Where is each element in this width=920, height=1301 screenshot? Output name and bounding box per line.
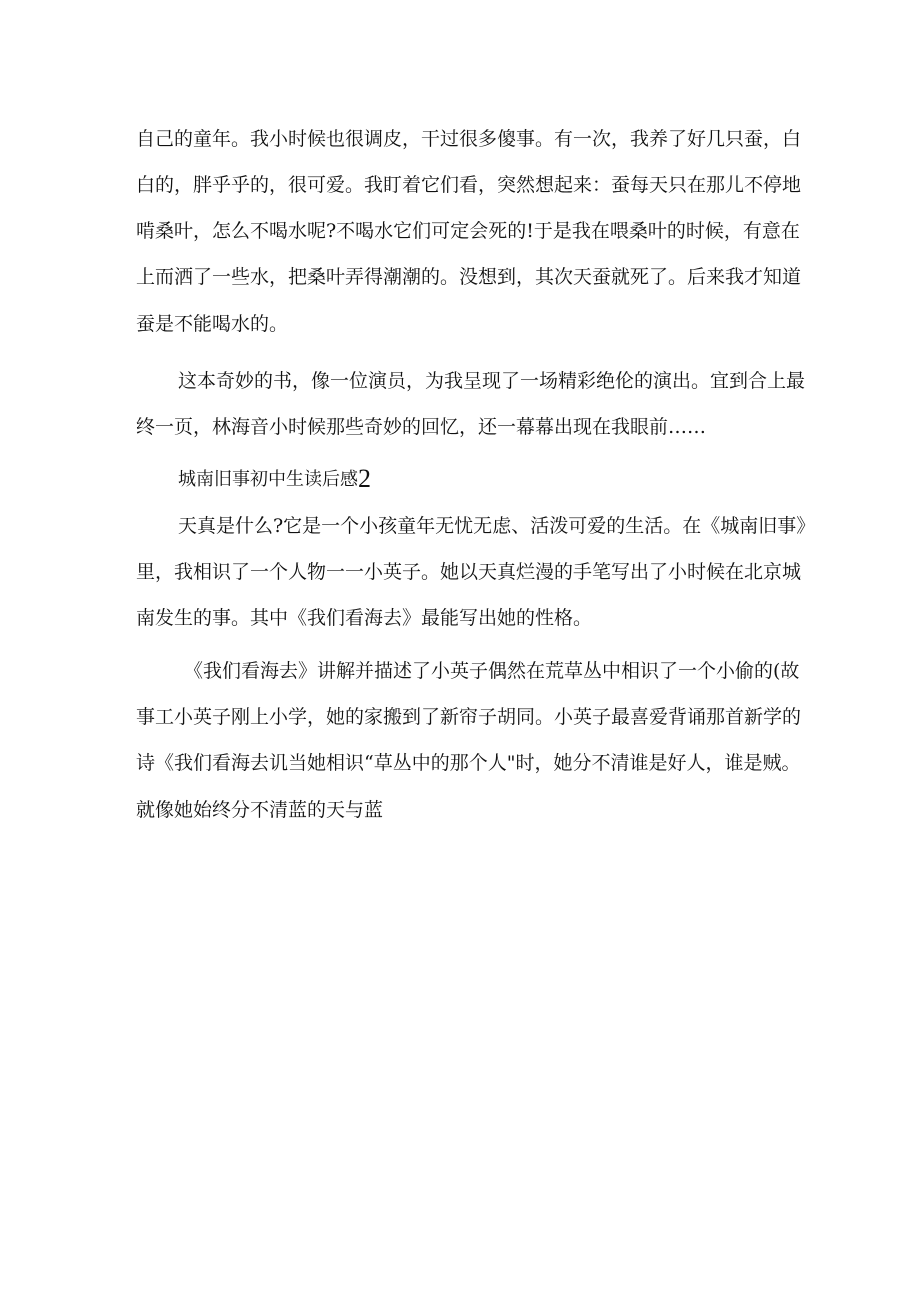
text-line: 诗《我们看海去讥当她相识“草丛中的那个人"时，她分不清谁是好人，谁是贼。 bbox=[136, 752, 801, 774]
text-line: 就像她始终分不清蓝的天与蓝 bbox=[136, 799, 384, 821]
section-heading bbox=[178, 464, 371, 495]
text-line: 里，我相识了一个人物一一小英子。她以天真烂漫的手笔写出了小时候在北京城 bbox=[136, 561, 802, 583]
section-heading-text: 城南旧事初中生读后感 bbox=[178, 469, 358, 490]
text-line: 事工小英子刚上小学，她的家搬到了新帘子胡同。小英子最喜爱背诵那首新学的 bbox=[136, 706, 802, 728]
text-line: 天真是什么?它是一个小孩童年无忧无虑、活泼可爱的生活。在《城南旧事》 bbox=[178, 515, 816, 537]
text-line: 南发生的事。其中《我们看海去》最能写出她的性格。 bbox=[136, 607, 593, 629]
text-line: 这本奇妙的书，像一位演员，为我呈现了一场精彩绝伦的演出。宜到合上最 bbox=[178, 370, 806, 392]
text-line: 自己的童年。我小时候也很调皮，干过很多傻事。有一次，我养了好几只蚕，白 bbox=[136, 128, 802, 150]
text-line: 白的，胖乎乎的，很可爱。我盯着它们看，突然想起来：蚕每天只在那儿不停地 bbox=[136, 174, 802, 196]
text-line: 蚕是不能喝水的。 bbox=[136, 313, 289, 335]
section-heading-number: 2 bbox=[358, 464, 371, 493]
text-line: 《我们看海去》讲解并描述了小英子偶然在荒草丛中相识了一个小偷的(故 bbox=[184, 660, 800, 682]
text-line: 啃桑叶，怎么不喝水呢?不喝水它们可定会死的!于是我在喂桑叶的时候，有意在 bbox=[136, 220, 800, 242]
text-line: 终一页，林海音小时候那些奇妙的回忆，还一幕幕出现在我眼前…… bbox=[136, 416, 707, 438]
text-line: 上而洒了一些水，把桑叶弄得潮潮的。没想到，其次天蚕就死了。后来我才知道 bbox=[136, 266, 802, 288]
